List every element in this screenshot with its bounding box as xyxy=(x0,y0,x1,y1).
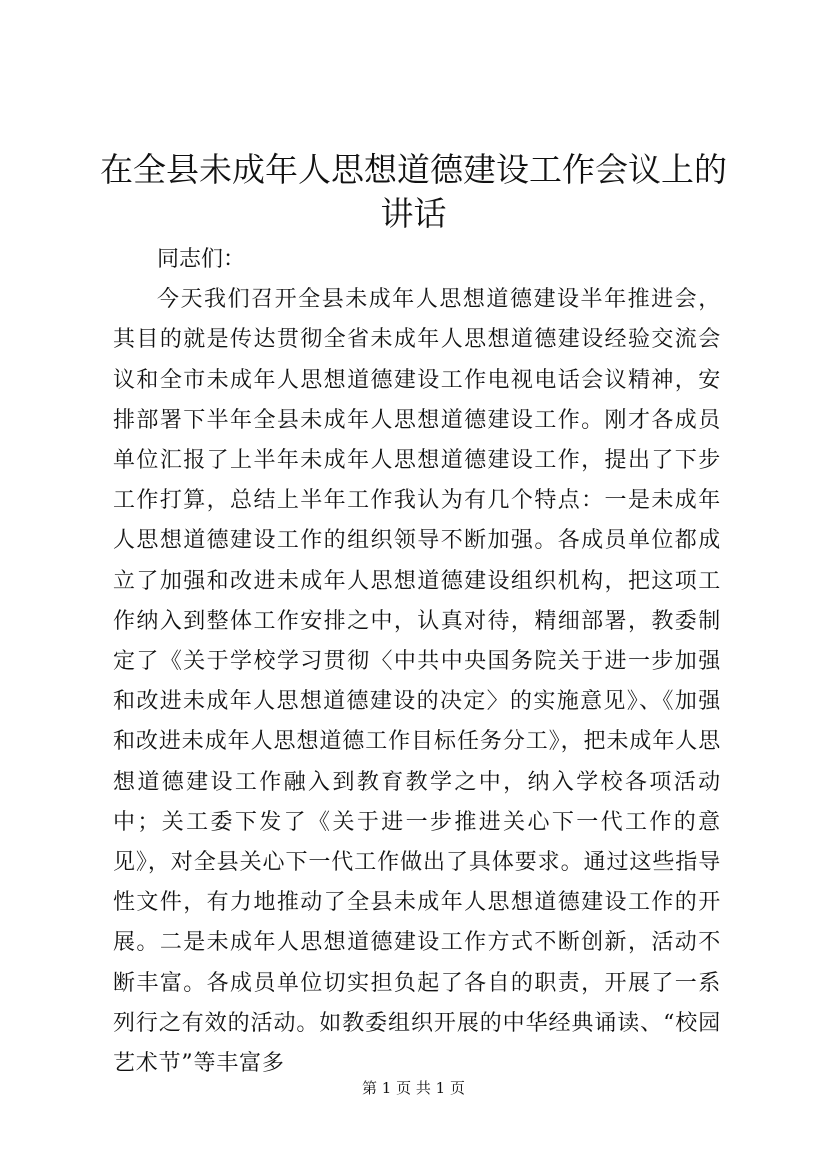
salutation: 同志们： xyxy=(157,247,246,272)
page-footer: 第 1 页 共 1 页 xyxy=(362,1079,465,1097)
document-title: 在全县未成年人思想道德建设工作会议上的讲话 xyxy=(100,150,727,233)
document-body xyxy=(113,240,721,1084)
body-paragraph: 今天我们召开全县未成年人思想道德建设半年推进会，其目的就是传达贯彻全省未成年人思想道德建设经验交流会议和全市未成年人思想道德建设工作电视电话会议精神，安排部署下半年全县未成年人思想道德建设工作。刚才各成员单位汇报了上半年未成年人思想道德建设工作，提出了下步工作打算，总结上半年工作我认为有几个特点：一是未成年人思想道德建设工作的组织领导不断加强。各成员单位都成立了加强和改进未成年人思想道德建设组织机构，把这项工作纳入到整体工作安排之中，认真对待，精细部署，教委制定了《关于学校学习贯彻〈中共中央国务院关于进一步加强和改进未成年人思想道德建设的决定〉的实施意见》、《加强和改进未成年人思想道德工作目标任务分工》，把未成年人思想道德建设工作融入到教育教学之中，纳入学校各项活动中；关工委下发了《关于进一步推进关心下一代工作的意见》，对全县关心下一代工作做出了具体要求。通过这些指导性文件，有力地推动了全县未成年人思想道德建设工作的开展。二是未成年人思想道德建设工作方式不断创新，活动不断丰富。各成员单位切实担负起了各自的职责，开展了一系列行之有效的活动。如教委组织开展的中华经典诵读、“校园艺术节”等丰富多 xyxy=(113,287,721,1077)
